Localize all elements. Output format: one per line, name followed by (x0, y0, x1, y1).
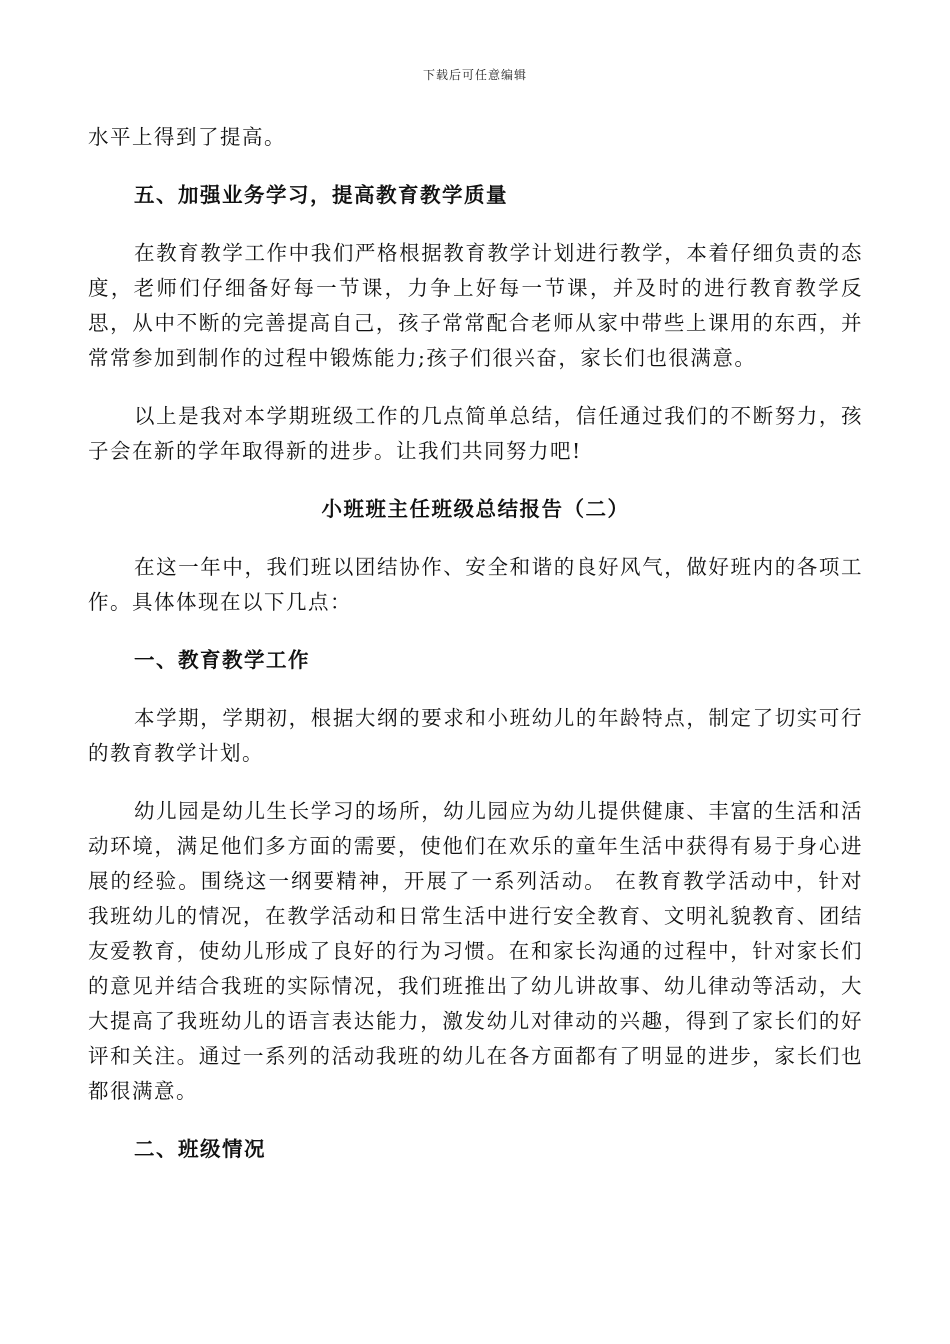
paragraph-conclusion: 以上是我对本学期班级工作的几点简单总结，信任通过我们的不断努力，孩子会在新的学年取得新的进步。让我们共同努力吧! (88, 404, 863, 463)
section-heading-1: 一、教育教学工作 (134, 648, 310, 672)
paragraph-activities: 幼儿园是幼儿生长学习的场所，幼儿园应为幼儿提供健康、丰富的生活和活动环境，满足他们多方面的需要，使他们在欢乐的童年生活中获得有易于身心进展的经验。围绕这一纲要精神，开展了一系列活动。 在教育教学活动中，针对我班幼儿的情况，在教学活动和日常生活中进行安全教育、文明礼貌教育、团结友爱教育，使幼儿形成了良好的行为习惯。在和家长沟通的过程中，针对家长们的意见并结合我班的实际情况，我们班推出了幼儿讲故事、幼儿律动等活动，大大提高了我班幼儿的语言表达能力，激发幼儿对律动的兴趣，得到了家长们的好评和关注。通过一系列的活动我班的幼儿在各方面都有了明显的进步，家长们也都很满意。 (88, 799, 863, 1103)
paragraph-continuation: 水平上得到了提高。 (88, 125, 286, 149)
report-title: 小班班主任班级总结报告（二） (321, 497, 630, 521)
paragraph-intro: 在这一年中，我们班以团结协作、安全和谐的良好风气，做好班内的各项工作。具体体现在以下几点： (88, 555, 863, 614)
section-heading-5: 五、加强业务学习，提高教育教学质量 (134, 183, 508, 207)
page-header: 下载后可任意编辑 (422, 68, 527, 82)
section-heading-2: 二、班级情况 (134, 1137, 266, 1161)
paragraph-plan: 本学期，学期初，根据大纲的要求和小班幼儿的年龄特点，制定了切实可行的教育教学计划。 (88, 706, 863, 765)
paragraph-teaching: 在教育教学工作中我们严格根据教育教学计划进行教学，本着仔细负责的态度，老师们仔细备好每一节课，力争上好每一节课，并及时的进行教育教学反思，从中不断的完善提高自己，孩子常常配合老师从家中带些上课用的东西，并常常参加到制作的过程中锻炼能力;孩子们很兴奋，家长们也很满意。 (88, 241, 863, 370)
document-body (88, 120, 863, 1190)
